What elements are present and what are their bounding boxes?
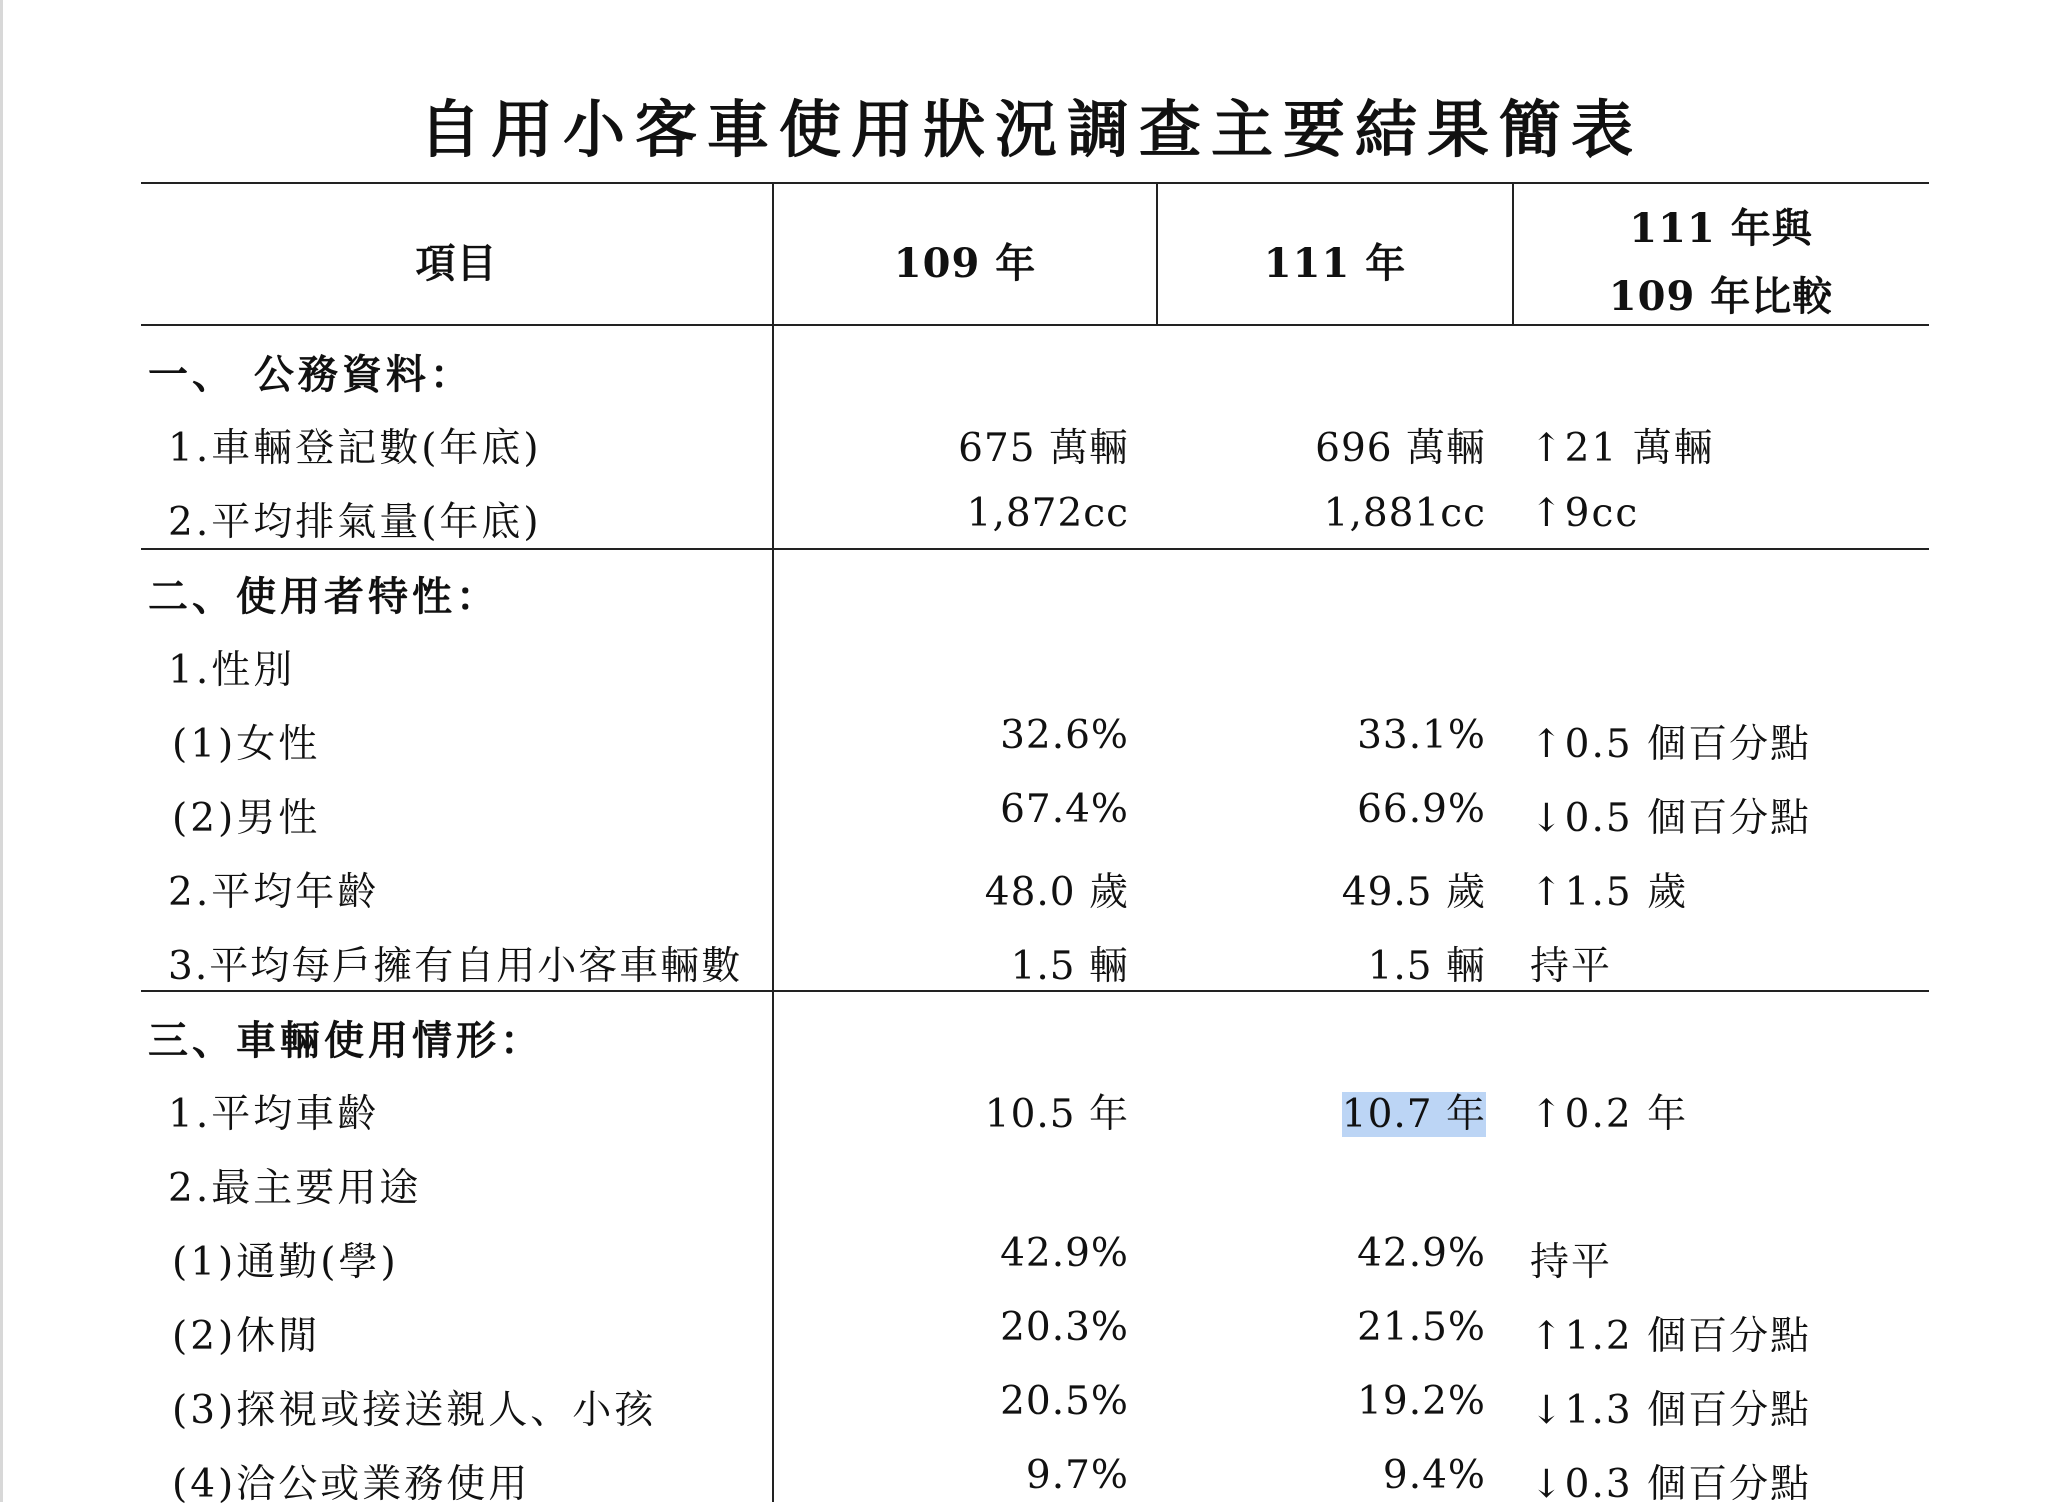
value-compare: ↓0.3 個百分點 [1530, 1462, 1812, 1507]
value-compare: ↑21 萬輛 [1530, 426, 1715, 471]
value-111: 19.2% [1357, 1379, 1486, 1424]
value-compare: ↓1.3 個百分點 [1530, 1388, 1812, 1433]
value-compare: ↓0.5 個百分點 [1530, 796, 1812, 841]
header-111: 111 年 [1263, 240, 1407, 287]
row-label: (3)探視或接送親人、小孩 [172, 1388, 657, 1433]
value-109: 20.3% [1000, 1305, 1129, 1350]
row-label: 1.平均車齡 [168, 1092, 380, 1137]
header-compare-line1: 111 年與 [1629, 205, 1813, 252]
header-compare-line2: 109 年比較 [1608, 273, 1834, 320]
value-109: 20.5% [1000, 1379, 1129, 1424]
row-label: (2)男性 [172, 796, 321, 841]
section-title: 三、車輛使用情形： [148, 1017, 544, 1064]
selected-text-highlight[interactable]: 10.7 年 [1341, 1092, 1486, 1137]
value-compare: 持平 [1530, 944, 1613, 989]
row-label: 3.平均每戶擁有自用小客車輛數 [168, 944, 743, 989]
value-compare: ↑0.2 年 [1530, 1092, 1689, 1137]
row-label: 2.平均年齡 [168, 870, 380, 915]
row-label: (4)洽公或業務使用 [172, 1462, 531, 1507]
value-compare: ↑1.2 個百分點 [1530, 1314, 1812, 1359]
header-bottom-rule [141, 324, 1929, 326]
value-111: 9.4% [1382, 1453, 1486, 1498]
value-109: 67.4% [1000, 787, 1129, 832]
value-111[interactable] [1342, 1083, 1486, 1139]
row-label: 1.車輛登記數(年底) [168, 426, 542, 471]
value-109: 1.5 輛 [1010, 944, 1129, 989]
value-compare: ↑1.5 歲 [1530, 870, 1689, 915]
value-compare: 持平 [1530, 1240, 1613, 1285]
section-title: 一、 公務資料： [148, 351, 474, 398]
row-label: 1.性別 [168, 648, 296, 693]
value-111: 49.5 歲 [1341, 870, 1486, 915]
row-label: (1)女性 [172, 722, 321, 767]
value-109: 675 萬輛 [958, 426, 1129, 471]
value-109: 1,872cc [966, 491, 1129, 536]
value-111: 42.9% [1357, 1231, 1486, 1276]
value-111: 1.5 輛 [1367, 944, 1486, 989]
value-compare: ↑9cc [1530, 491, 1640, 536]
value-compare: ↑0.5 個百分點 [1530, 722, 1812, 767]
section-1-bottom-rule [141, 548, 1929, 550]
table-top-rule [141, 182, 1929, 184]
row-label: (2)休閒 [172, 1314, 321, 1359]
header-109: 109 年 [893, 240, 1037, 287]
item-column-divider [772, 182, 774, 1502]
page-left-edge [0, 0, 3, 1502]
header-item: 項目 [415, 240, 498, 287]
row-label: 2.最主要用途 [168, 1166, 422, 1211]
value-109: 32.6% [1000, 713, 1129, 758]
value-111: 696 萬輛 [1315, 426, 1486, 471]
value-111: 21.5% [1357, 1305, 1486, 1350]
value-111: 33.1% [1357, 713, 1486, 758]
row-label: 2.平均排氣量(年底) [168, 500, 542, 545]
value-109: 42.9% [1000, 1231, 1129, 1276]
row-label: (1)通勤(學) [172, 1240, 399, 1285]
value-111: 66.9% [1357, 787, 1486, 832]
section-title: 二、使用者特性： [148, 573, 500, 620]
value-111: 1,881cc [1323, 491, 1486, 536]
page-title: 自用小客車使用狀況調查主要結果簡表 [418, 93, 1643, 166]
value-109: 9.7% [1025, 1453, 1129, 1498]
value-109: 10.5 年 [984, 1092, 1129, 1137]
value-109: 48.0 歲 [984, 870, 1129, 915]
